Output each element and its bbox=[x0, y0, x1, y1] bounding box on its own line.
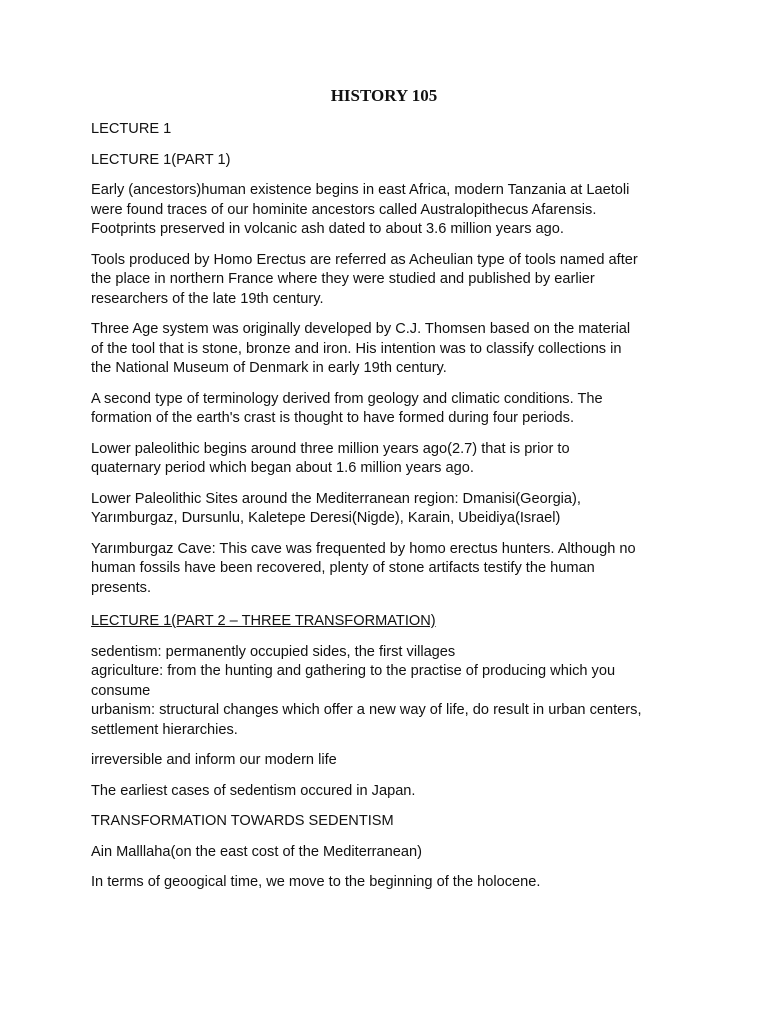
paragraph bbox=[91, 440, 691, 479]
document-body bbox=[91, 120, 691, 904]
transformations-list bbox=[91, 643, 691, 741]
list-item: settlement hierarchies. bbox=[91, 721, 238, 738]
paragraph-line: Three Age system was originally developed by C.J. Thomsen based on the material bbox=[91, 321, 631, 337]
paragraph-line: Yarımburgaz Cave: This cave was frequented by homo erectus hunters. Although no bbox=[91, 540, 636, 557]
paragraph-line: Lower Paleolithic Sites around the Mediterranean region: Dmanisi(Georgia), bbox=[91, 490, 581, 507]
paragraph-line: quaternary period which began about 1.6 million years ago. bbox=[91, 460, 474, 476]
paragraph: In terms of geoogical time, we move to the beginning of the holocene. bbox=[91, 874, 541, 890]
paragraph: Ain Malllaha(on the east cost of the Mediterranean) bbox=[91, 843, 422, 860]
part1-paragraphs bbox=[91, 181, 691, 598]
paragraph-line: Footprints preserved in volcanic ash dated to about 3.6 million years ago. bbox=[91, 221, 564, 237]
paragraph-line: of the tool that is stone, bronze and iron. His intention was to classify collections in bbox=[91, 340, 622, 357]
paragraph-line: were found traces of our hominite ancestors called Australopithecus Afarensis. bbox=[91, 201, 597, 218]
part2-heading: LECTURE 1(PART 2 – THREE TRANSFORMATION) bbox=[91, 613, 436, 629]
paragraph-line: A second type of terminology derived from geology and climatic conditions. The bbox=[91, 390, 603, 407]
list-item: urbanism: structural changes which offer a new way of life, do result in urban centers, bbox=[91, 702, 642, 718]
section-heading: TRANSFORMATION TOWARDS SEDENTISM bbox=[91, 813, 394, 829]
paragraph: irreversible and inform our modern life bbox=[91, 752, 337, 768]
paragraph-line: Early (ancestors)human existence begins in east Africa, modern Tanzania at Laetoli bbox=[91, 182, 630, 198]
lecture-heading: LECTURE 1 bbox=[91, 121, 172, 137]
paragraph bbox=[91, 251, 691, 310]
paragraph-line: Lower paleolithic begins around three million years ago(2.7) that is prior to bbox=[91, 440, 570, 457]
list-item: agriculture: from the hunting and gathering to the practise of producing which you bbox=[91, 663, 616, 679]
paragraph bbox=[91, 490, 691, 529]
paragraph-line: researchers of the late 19th century. bbox=[91, 290, 324, 307]
paragraph: The earliest cases of sedentism occured in Japan. bbox=[91, 782, 416, 799]
paragraph-line: Tools produced by Homo Erectus are referred as Acheulian type of tools named after bbox=[91, 251, 638, 268]
part1-heading: LECTURE 1(PART 1) bbox=[91, 151, 231, 168]
paragraph-line: human fossils have been recovered, plenty of stone artifacts testify the human bbox=[91, 560, 595, 576]
paragraph-line: the place in northern France where they were studied and published by earlier bbox=[91, 271, 595, 287]
paragraph-line: Yarımburgaz, Dursunlu, Kaletepe Deresi(Nigde), Karain, Ubeidiya(Israel) bbox=[91, 510, 561, 526]
paragraph-line: presents. bbox=[91, 579, 152, 596]
list-item: consume bbox=[91, 682, 151, 699]
paragraph bbox=[91, 320, 691, 379]
paragraph bbox=[91, 181, 691, 240]
paragraph-line: the National Museum of Denmark in early 19th century. bbox=[91, 360, 447, 376]
paragraph bbox=[91, 390, 691, 429]
paragraph bbox=[91, 540, 691, 599]
list-item: sedentism: permanently occupied sides, the first villages bbox=[91, 643, 456, 660]
paragraph-line: formation of the earth's crast is thought to have formed during four periods. bbox=[91, 410, 575, 426]
document-title: HISTORY 105 bbox=[330, 86, 438, 105]
